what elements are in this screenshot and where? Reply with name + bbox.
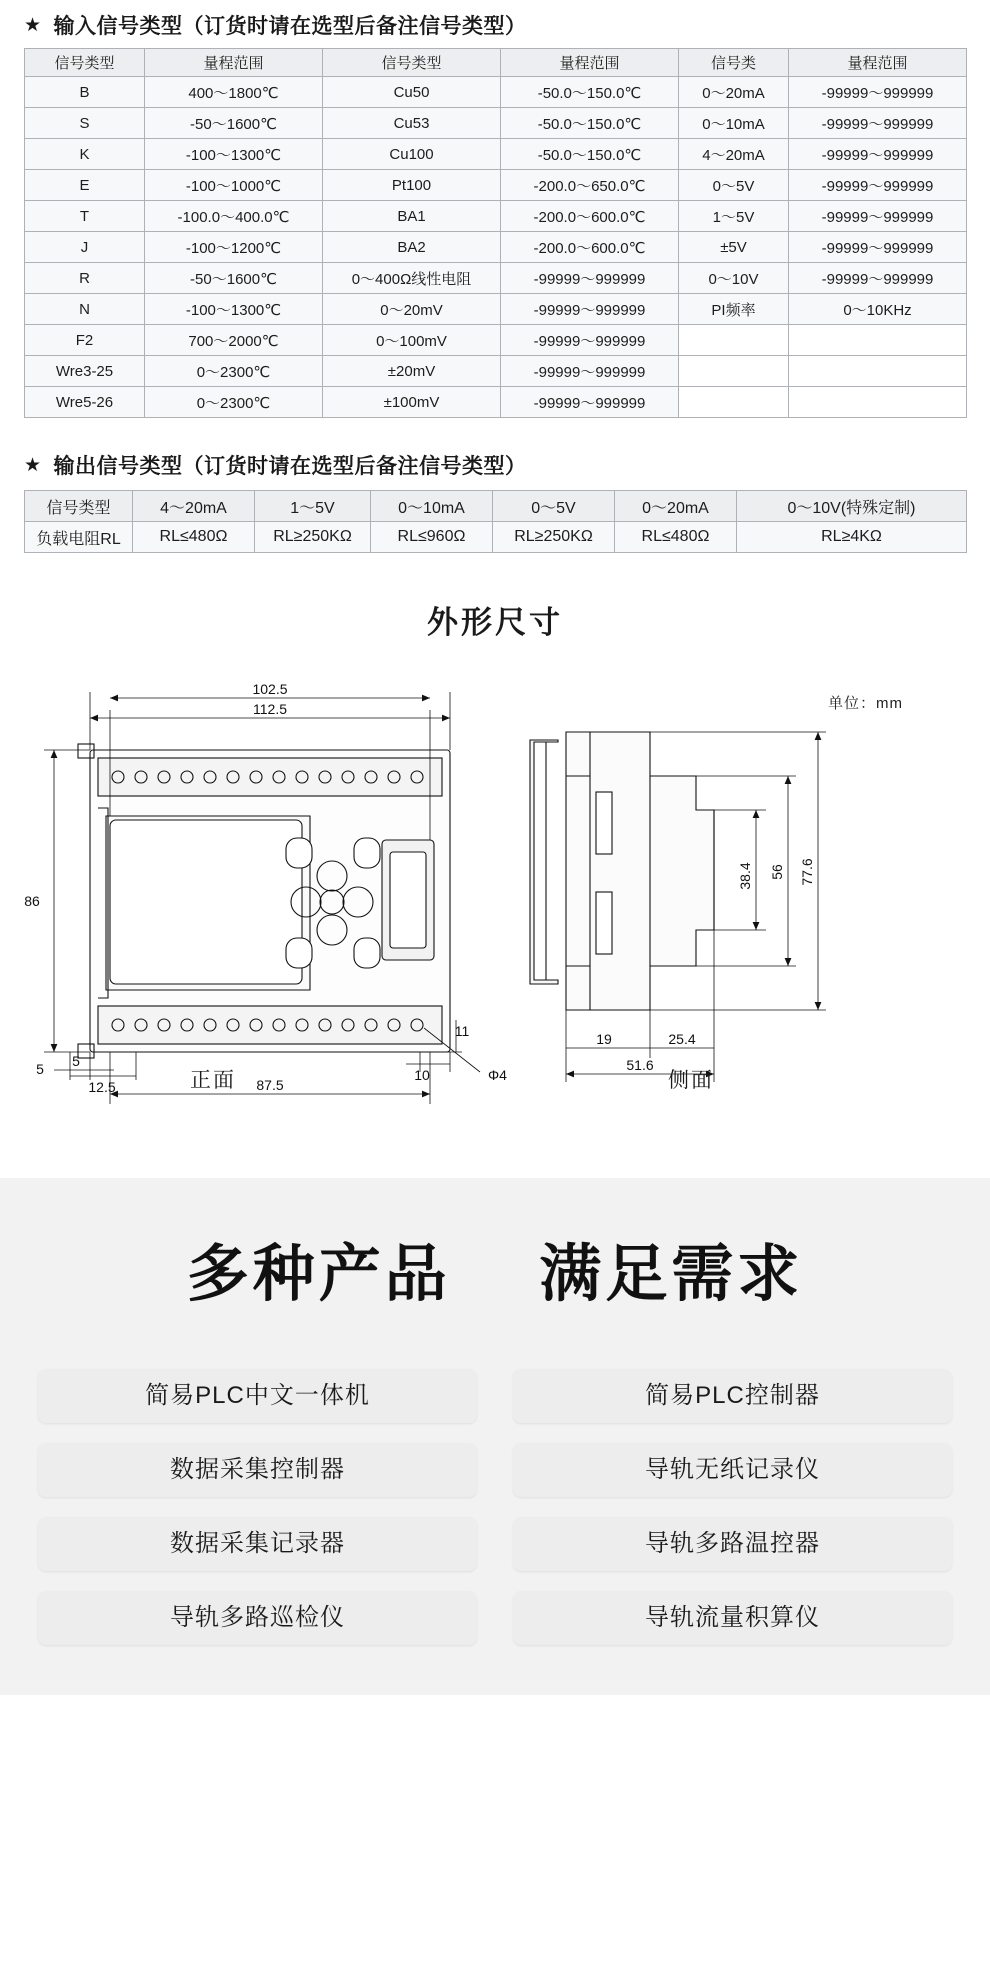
- table-cell: 0～2300℃: [145, 387, 323, 418]
- table-cell: 700～2000℃: [145, 325, 323, 356]
- table-cell: ±5V: [679, 232, 789, 263]
- table-cell: Wre5-26: [25, 387, 145, 418]
- table-row: [25, 491, 967, 522]
- table-cell: -99999～999999: [501, 356, 679, 387]
- dim-total-height: 77.6: [799, 858, 815, 886]
- product-pill-rail-multi-inspector[interactable]: 导轨多路巡检仪: [38, 1591, 477, 1645]
- product-pill-rail-multi-temp-controller[interactable]: 导轨多路温控器: [513, 1517, 952, 1571]
- table-cell: 0～5V: [493, 491, 615, 522]
- table-cell: -50.0～150.0℃: [501, 139, 679, 170]
- table-cell: PI频率: [679, 294, 789, 325]
- table-cell-empty: [789, 356, 967, 387]
- product-pill-plc-controller[interactable]: 简易PLC控制器: [513, 1369, 952, 1423]
- table-cell: BA1: [323, 201, 501, 232]
- dim-depth-a: 19: [596, 1031, 612, 1047]
- output-signal-heading: [0, 440, 990, 488]
- table-cell: ±100mV: [323, 387, 501, 418]
- product-pill-grid: [0, 1313, 990, 1645]
- side-view-drawing: [500, 680, 920, 1120]
- table-row: [25, 201, 967, 232]
- table-cell-empty: [679, 356, 789, 387]
- table-cell: E: [25, 170, 145, 201]
- table-row: [25, 232, 967, 263]
- table-cell: -200.0～600.0℃: [501, 201, 679, 232]
- table-cell: 0～10mA: [679, 108, 789, 139]
- table-cell: 0～400Ω线性电阻: [323, 263, 501, 294]
- table-cell: Pt100: [323, 170, 501, 201]
- table-cell: -99999～999999: [789, 139, 967, 170]
- dim-right-a: 11: [454, 1023, 470, 1039]
- dim-right-b: 10: [414, 1067, 430, 1083]
- side-view-caption: 侧面: [668, 1069, 714, 1092]
- table-cell: 4～20mA: [133, 491, 255, 522]
- table-cell: 0～2300℃: [145, 356, 323, 387]
- table-cell: 0～10mA: [371, 491, 493, 522]
- table-cell: ±20mV: [323, 356, 501, 387]
- table-cell: -200.0～600.0℃: [501, 232, 679, 263]
- output-signal-heading-text: 输出信号类型（订货时请在选型后备注信号类型）: [53, 455, 527, 478]
- table-cell: -100～1300℃: [145, 294, 323, 325]
- table-cell: -50.0～150.0℃: [501, 77, 679, 108]
- table-cell: Cu53: [323, 108, 501, 139]
- table-cell: 0～5V: [679, 170, 789, 201]
- dim-depth-b: 25.4: [668, 1031, 696, 1047]
- table-cell: -99999～999999: [501, 263, 679, 294]
- row-label: 信号类型: [25, 491, 133, 522]
- table-cell-empty: [679, 387, 789, 418]
- table-cell: 0～20mA: [679, 77, 789, 108]
- table-cell: -50～1600℃: [145, 263, 323, 294]
- table-cell: RL≤480Ω: [133, 522, 255, 553]
- input-signal-heading-text: 输入信号类型（订货时请在选型后备注信号类型）: [53, 15, 527, 38]
- table-cell: 400～1800℃: [145, 77, 323, 108]
- front-view-caption: 正面: [190, 1069, 236, 1092]
- star-icon: ★: [24, 454, 42, 476]
- table-cell: 0～10KHz: [789, 294, 967, 325]
- table-cell: -50.0～150.0℃: [501, 108, 679, 139]
- table-cell: R: [25, 263, 145, 294]
- input-signal-heading: [0, 0, 990, 48]
- table-cell: -99999～999999: [501, 325, 679, 356]
- table-cell: -200.0～650.0℃: [501, 170, 679, 201]
- dim-height: 86: [24, 893, 40, 909]
- table-cell: -99999～999999: [789, 170, 967, 201]
- table-row: [25, 170, 967, 201]
- table-cell: -99999～999999: [789, 108, 967, 139]
- front-view-drawing: [10, 680, 570, 1140]
- table-row: [25, 139, 967, 170]
- table-cell: RL≥250KΩ: [255, 522, 371, 553]
- table-row: [25, 263, 967, 294]
- table-row: [25, 356, 967, 387]
- table-cell: -99999～999999: [789, 201, 967, 232]
- table-cell: K: [25, 139, 145, 170]
- table-cell: -99999～999999: [789, 77, 967, 108]
- column-header: 信号类型: [323, 49, 501, 77]
- table-cell: 1～5V: [679, 201, 789, 232]
- table-cell-empty: [789, 325, 967, 356]
- table-cell-empty: [679, 325, 789, 356]
- table-cell: 1～5V: [255, 491, 371, 522]
- table-cell: 0～100mV: [323, 325, 501, 356]
- table-cell: N: [25, 294, 145, 325]
- dim-top-inner: 102.5: [252, 681, 288, 697]
- input-table-wrap: [0, 48, 990, 418]
- column-header: 量程范围: [501, 49, 679, 77]
- input-signal-table: [24, 48, 967, 418]
- table-cell-empty: [789, 387, 967, 418]
- dim-left-a: 5: [36, 1061, 44, 1077]
- table-cell: S: [25, 108, 145, 139]
- output-signal-table: [24, 490, 967, 553]
- product-banner: [0, 1178, 990, 1695]
- dim-left-c: 12.5: [88, 1079, 116, 1095]
- table-row: [25, 77, 967, 108]
- banner-title-left: 多种产品: [186, 1240, 451, 1309]
- table-cell: 4～20mA: [679, 139, 789, 170]
- output-table-wrap: [0, 490, 990, 553]
- table-cell: Cu100: [323, 139, 501, 170]
- table-row: [25, 108, 967, 139]
- table-cell: T: [25, 201, 145, 232]
- table-cell: F2: [25, 325, 145, 356]
- product-pill-rail-flow-totalizer[interactable]: 导轨流量积算仪: [513, 1591, 952, 1645]
- table-cell: Cu50: [323, 77, 501, 108]
- unit-note: 单位：mm: [828, 695, 903, 712]
- table-cell: RL≥4KΩ: [737, 522, 967, 553]
- table-cell: 0～20mA: [615, 491, 737, 522]
- dim-depth-total: 51.6: [626, 1057, 654, 1073]
- product-pill-data-acquisition-recorder[interactable]: 数据采集记录器: [38, 1517, 477, 1571]
- table-row: [25, 294, 967, 325]
- table-cell: RL≥250KΩ: [493, 522, 615, 553]
- dim-bottom-width: 87.5: [256, 1077, 284, 1093]
- product-pill-rail-paperless-recorder[interactable]: 导轨无纸记录仪: [513, 1443, 952, 1497]
- table-cell: -99999～999999: [501, 294, 679, 325]
- column-header: 量程范围: [789, 49, 967, 77]
- dim-left-b: 5: [72, 1053, 80, 1069]
- table-row: [25, 522, 967, 553]
- table-cell: -100～1300℃: [145, 139, 323, 170]
- table-cell: 0～20mV: [323, 294, 501, 325]
- table-cell: J: [25, 232, 145, 263]
- table-cell: RL≤960Ω: [371, 522, 493, 553]
- table-cell: -99999～999999: [789, 232, 967, 263]
- table-cell: -99999～999999: [789, 263, 967, 294]
- table-cell: BA2: [323, 232, 501, 263]
- banner-title-right: 满足需求: [539, 1240, 804, 1309]
- dim-top-outer: 112.5: [253, 701, 287, 717]
- column-header: 信号类: [679, 49, 789, 77]
- table-row: [25, 387, 967, 418]
- table-cell: B: [25, 77, 145, 108]
- table-cell: -50～1600℃: [145, 108, 323, 139]
- table-cell: Wre3-25: [25, 356, 145, 387]
- banner-title: [0, 1224, 990, 1313]
- table-cell: -99999～999999: [501, 387, 679, 418]
- table-header-row: [25, 49, 967, 77]
- dim-hole: Φ4: [488, 1067, 507, 1083]
- table-cell: -100～1200℃: [145, 232, 323, 263]
- dimensions-title: 外形尺寸: [427, 605, 563, 640]
- product-pill-plc-hmi[interactable]: 简易PLC中文一体机: [38, 1369, 477, 1423]
- table-row: [25, 325, 967, 356]
- dimension-drawings: [0, 652, 990, 1152]
- dim-inner-height: 38.4: [737, 862, 753, 890]
- product-pill-data-acquisition-controller[interactable]: 数据采集控制器: [38, 1443, 477, 1497]
- table-cell: -100.0～400.0℃: [145, 201, 323, 232]
- table-cell: -100～1000℃: [145, 170, 323, 201]
- table-cell: 0～10V(特殊定制): [737, 491, 967, 522]
- column-header: 信号类型: [25, 49, 145, 77]
- row-label: 负载电阻RL: [25, 522, 133, 553]
- dim-mid-height: 56: [769, 864, 785, 880]
- column-header: 量程范围: [145, 49, 323, 77]
- star-icon: ★: [24, 14, 42, 36]
- table-cell: RL≤480Ω: [615, 522, 737, 553]
- table-cell: 0～10V: [679, 263, 789, 294]
